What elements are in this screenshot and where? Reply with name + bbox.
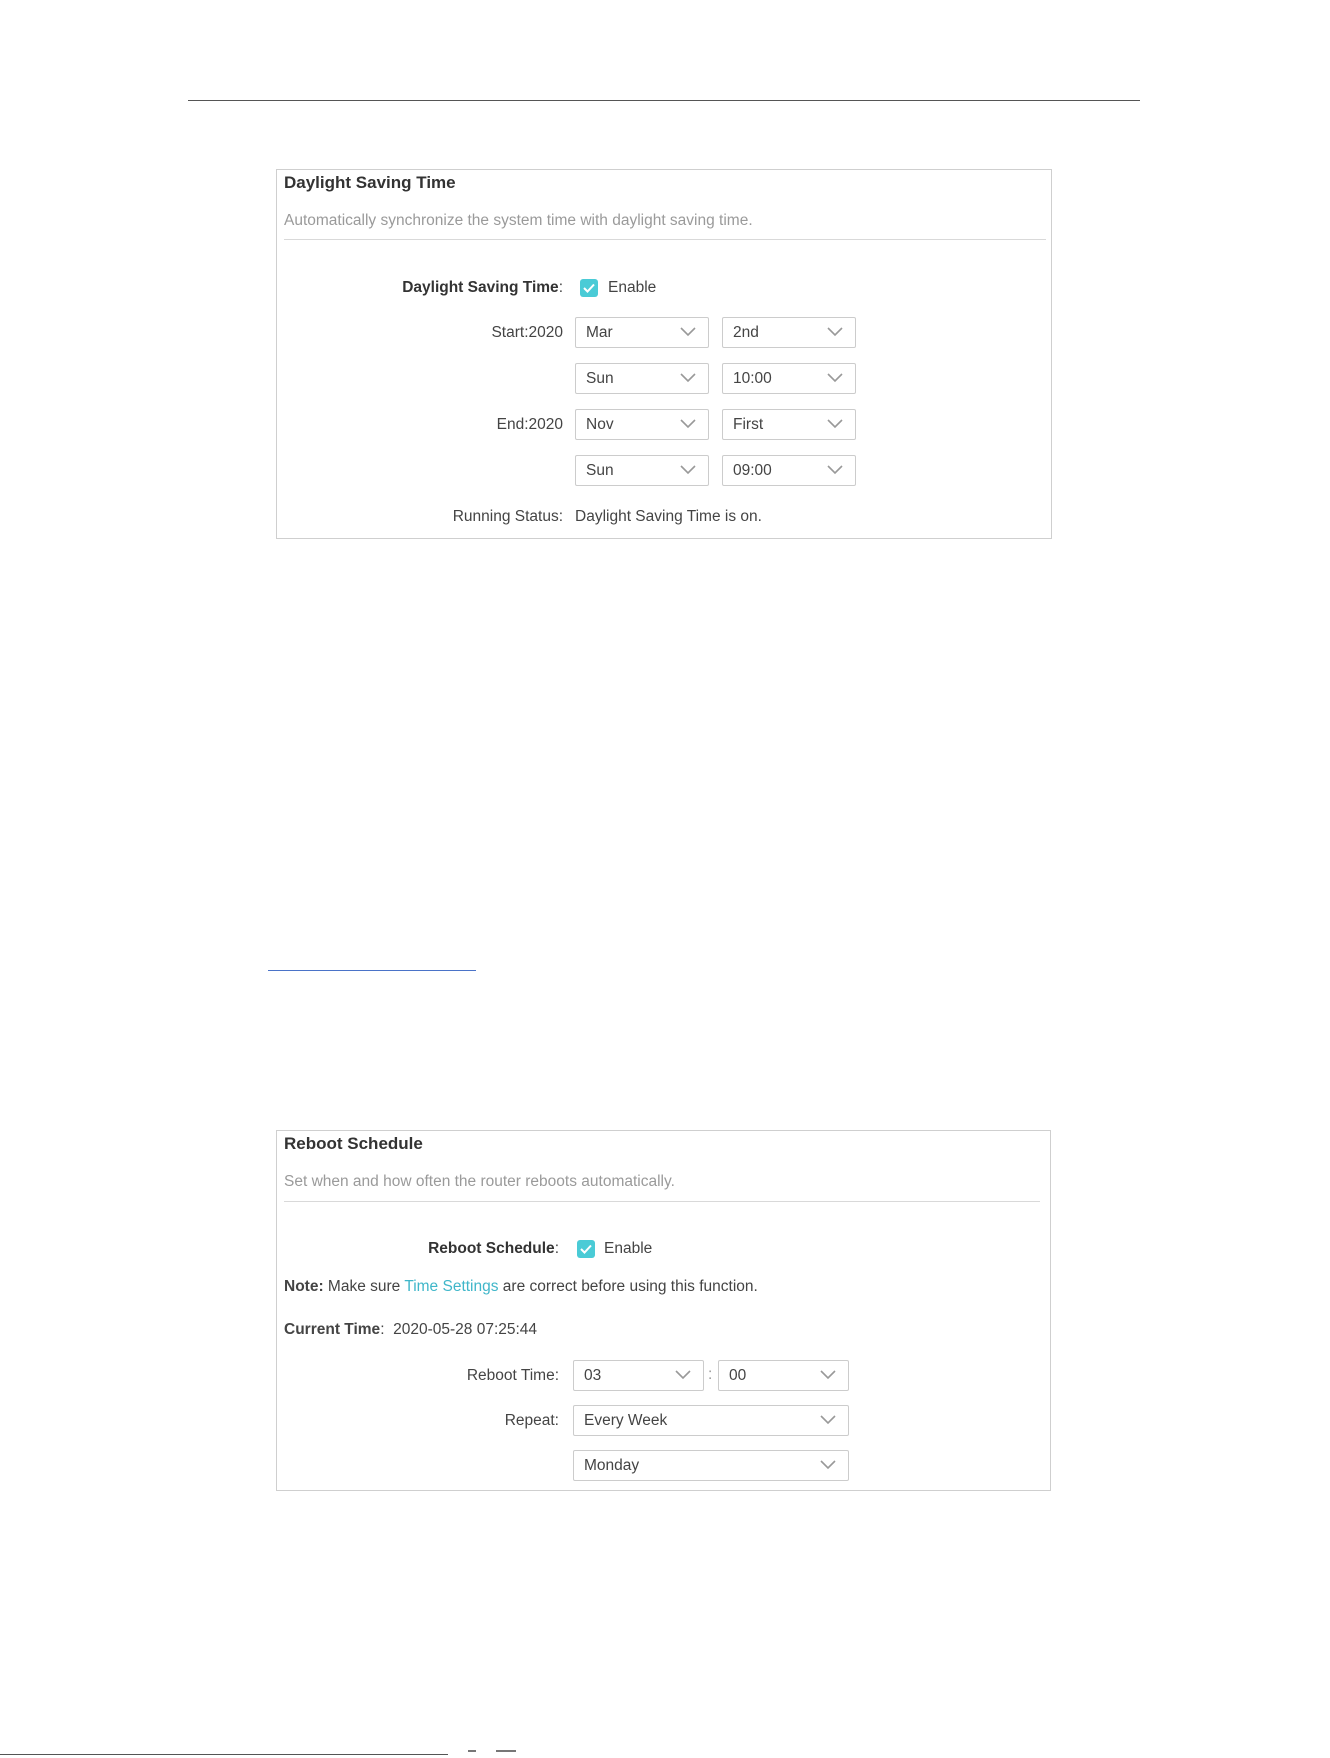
- chevron-down-icon: [820, 1460, 836, 1470]
- chevron-down-icon: [827, 373, 843, 383]
- note-label: Note:: [284, 1278, 324, 1295]
- start-day-value: Sun: [586, 370, 614, 387]
- start-day-select[interactable]: [575, 363, 709, 394]
- repeat-select[interactable]: [573, 1405, 849, 1436]
- chevron-down-icon: [680, 465, 696, 475]
- footer-mark: [496, 1750, 516, 1752]
- current-time: Current Time: 2020-05-28 07:25:44: [284, 1321, 538, 1338]
- chevron-down-icon: [675, 1370, 691, 1380]
- panel-title: Reboot Schedule: [284, 1134, 423, 1153]
- note-text: Note: Make sure Time Settings are correct before using this function.: [284, 1278, 758, 1295]
- panel-divider: [284, 239, 1046, 240]
- chevron-down-icon: [680, 419, 696, 429]
- check-icon: [580, 1244, 592, 1254]
- reboot-panel: [276, 1130, 1051, 1491]
- repeat-day-select[interactable]: [573, 1450, 849, 1481]
- chevron-down-icon: [820, 1370, 836, 1380]
- chevron-down-icon: [820, 1415, 836, 1425]
- time-separator: :: [708, 1366, 713, 1383]
- dst-enable-label: Daylight Saving Time:: [402, 279, 563, 296]
- current-time-value: 2020-05-28 07:25:44: [393, 1321, 538, 1338]
- reboot-time-label: Reboot Time:: [466, 1367, 559, 1384]
- reboot-enable-label: Reboot Schedule:: [428, 1240, 559, 1257]
- running-status-value: Daylight Saving Time is on.: [575, 508, 762, 525]
- page-header-rule: [188, 100, 1140, 101]
- dst-enable-text: Enable: [608, 279, 657, 296]
- chevron-down-icon: [680, 373, 696, 383]
- repeat-value: Every Week: [584, 1412, 668, 1429]
- link-underline: [268, 970, 476, 971]
- footer-mark: [468, 1750, 476, 1752]
- current-time-label: Current Time: [284, 1321, 381, 1338]
- panel-description: Automatically synchronize the system time with daylight saving time.: [284, 212, 753, 229]
- reboot-minute-select[interactable]: [718, 1360, 849, 1391]
- repeat-day-value: Monday: [584, 1457, 640, 1474]
- panel-title: Daylight Saving Time: [284, 173, 456, 192]
- dst-panel: [276, 169, 1052, 539]
- start-month-select[interactable]: [575, 317, 709, 348]
- reboot-enable-text: Enable: [604, 1240, 653, 1257]
- end-month-value: Nov: [586, 416, 614, 433]
- start-label: Start:2020: [491, 324, 563, 341]
- start-week-value: 2nd: [733, 324, 759, 341]
- end-label: End:2020: [496, 416, 563, 433]
- reboot-enable-checkbox[interactable]: [577, 1240, 595, 1258]
- reboot-hour-value: 03: [584, 1367, 602, 1384]
- time-settings-link[interactable]: Time Settings: [404, 1278, 499, 1295]
- end-day-select[interactable]: [575, 455, 709, 486]
- footer-rule: [0, 1754, 448, 1755]
- reboot-minute-value: 00: [729, 1367, 747, 1384]
- end-month-select[interactable]: [575, 409, 709, 440]
- start-week-select[interactable]: [722, 317, 856, 348]
- chevron-down-icon: [827, 465, 843, 475]
- panel-description: Set when and how often the router reboots automatically.: [284, 1173, 675, 1190]
- panel-divider: [284, 1201, 1040, 1202]
- running-status-label: Running Status:: [452, 508, 563, 525]
- chevron-down-icon: [827, 327, 843, 337]
- end-week-value: First: [733, 416, 764, 433]
- repeat-label: Repeat:: [504, 1412, 559, 1429]
- reboot-hour-select[interactable]: [573, 1360, 704, 1391]
- start-month-value: Mar: [586, 324, 613, 341]
- end-week-select[interactable]: [722, 409, 856, 440]
- end-time-value: 09:00: [733, 462, 772, 479]
- check-icon: [583, 283, 595, 293]
- start-time-select[interactable]: [722, 363, 856, 394]
- chevron-down-icon: [827, 419, 843, 429]
- start-time-value: 10:00: [733, 370, 772, 387]
- end-day-value: Sun: [586, 462, 614, 479]
- dst-enable-checkbox[interactable]: [580, 279, 598, 297]
- chevron-down-icon: [680, 327, 696, 337]
- end-time-select[interactable]: [722, 455, 856, 486]
